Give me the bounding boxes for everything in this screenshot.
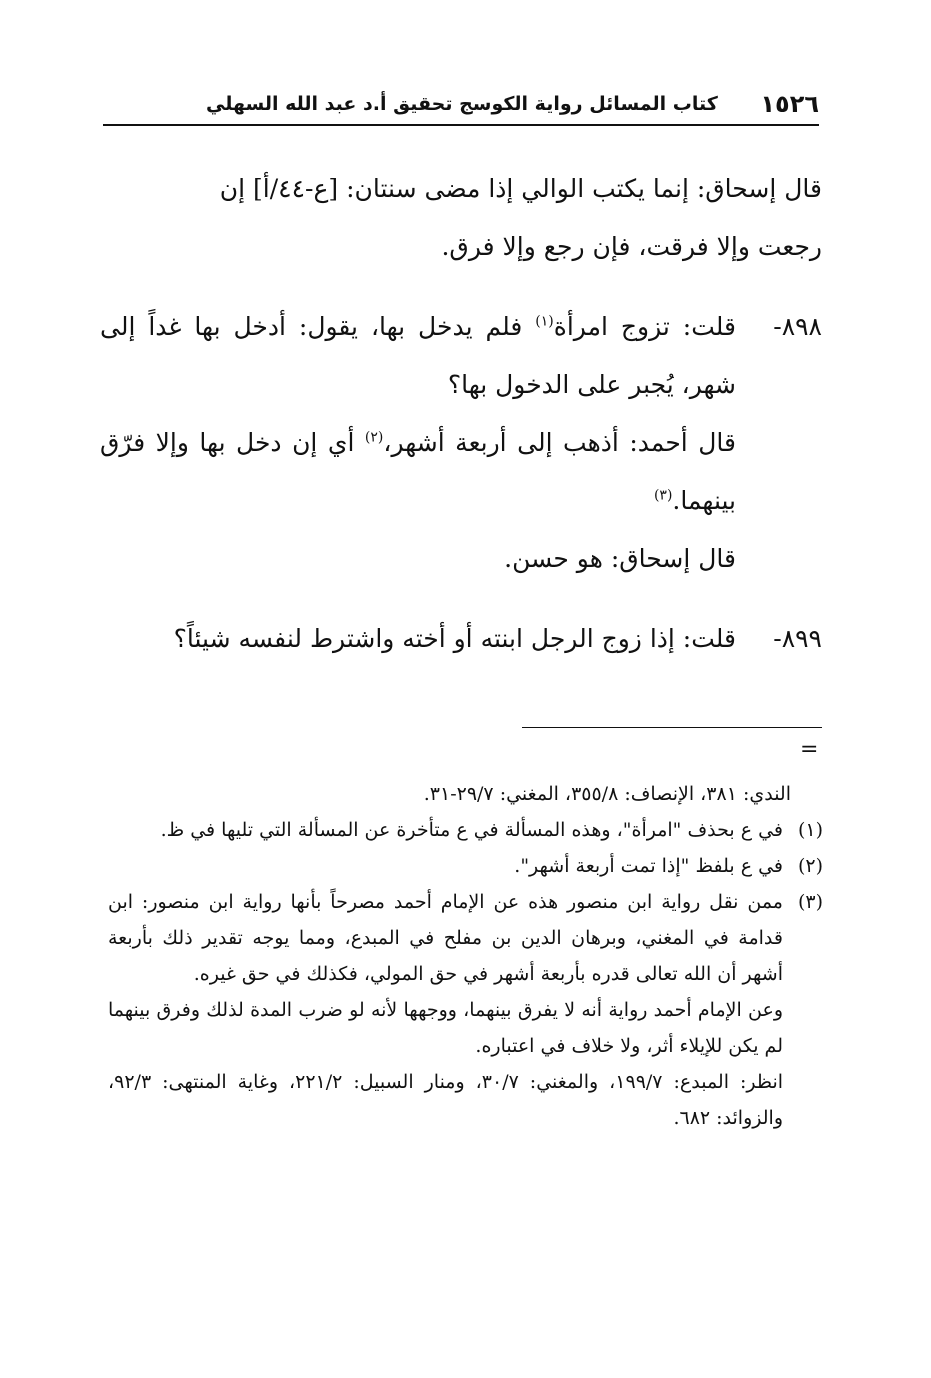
footnote-number: (٢) [797, 855, 823, 877]
footnote-paragraph: انظر: المبدع: ١٩٩/٧، والمغني: ٣٠/٧، ومنار السبيل: ٢٢١/٢، وغاية المنتهى: ٩٢/٣، والزوائد: ٦٨٢. [108, 1071, 784, 1129]
footnote-text [108, 884, 783, 1136]
footnote-paragraph: ممن نقل رواية ابن منصور هذه عن الإمام أحمد مصرحاً بأنها رواية ابن منصور: ابن قدامة في المغني، وبرهان الدين بن مفلح في المبدع، ومما يوجه تقدير ذلك بأربعة أشهر أن الله تعالى قدره بأربعة أشهر في حق المولي، فكذلك في حق غيره. [108, 891, 783, 985]
footnotes [108, 776, 823, 1136]
question-body [100, 298, 736, 588]
footnote-ref-2[interactable]: (٢) [364, 429, 384, 446]
footnote-paragraph: وعن الإمام أحمد رواية أنه لا يفرق بينهما، ووجهها لأنه لو ضرب المدة لذلك وفرق بينهما لم يكن للإيلاء أثر، ولا خلاف في اعتباره. [108, 999, 783, 1057]
question-899 [100, 610, 822, 668]
question-number: ٨٩٩- [773, 624, 822, 653]
ahmad-answer [100, 414, 736, 530]
ishaq-answer: قال إسحاق: هو حسن. [504, 544, 736, 573]
page-number: ١٥٢٦ [760, 90, 819, 118]
footnote-ref-1[interactable]: (١) [535, 313, 554, 330]
footnote-text: في ع بحذف "امرأة"، وهذه المسألة في ع متأخرة عن المسألة التي تليها في ظ. [160, 819, 783, 841]
answer-text-part: أي إن دخل بها وإلا فرّق بينهما. [100, 428, 736, 515]
footnote-number: (١) [797, 819, 823, 841]
footnote-1 [108, 812, 823, 848]
intro-line: قال إسحاق: إنما يكتب الوالي إذا مضى سنتان: [ع-٤٤/أ] إن [219, 174, 822, 203]
footnote-number: (٣) [797, 891, 823, 913]
intro-paragraph [100, 160, 822, 276]
question-text [100, 298, 736, 414]
question-898 [100, 298, 822, 588]
footnote-3 [108, 884, 823, 1136]
footnote-text: في ع بلفظ "إذا تمت أربعة أشهر". [514, 855, 783, 877]
question-text-part: فلم يدخل بها، يقول: أدخل بها غداً إلى شهر، يُجبر على الدخول بها؟ [100, 312, 736, 399]
footnote-continuation: الندي: ٣٨١، الإنصاف: ٣٥٥/٨، المغني: ٢٩/٧-٣١. [423, 783, 791, 805]
question-number: ٨٩٨- [773, 312, 822, 341]
footnote-separator [522, 727, 822, 728]
main-text [100, 160, 822, 668]
footnote-ref-3[interactable]: (٣) [653, 487, 673, 504]
question-text-part: قلت: تزوج امرأة [553, 312, 736, 341]
page-header [103, 84, 819, 126]
intro-line: رجعت وإلا فرقت، فإن رجع وإلا فرق. [441, 232, 822, 261]
running-title: كتاب المسائل رواية الكوسج تحقيق أ.د عبد الله السهلي [206, 93, 718, 115]
question-text: قلت: إذا زوج الرجل ابنته أو أخته واشترط لنفسه شيئاً؟ [173, 624, 736, 653]
answer-text-part: قال أحمد: أذهب إلى أربعة أشهر، [383, 428, 736, 457]
continuation-mark: = [800, 737, 819, 762]
footnote-2 [108, 848, 823, 884]
